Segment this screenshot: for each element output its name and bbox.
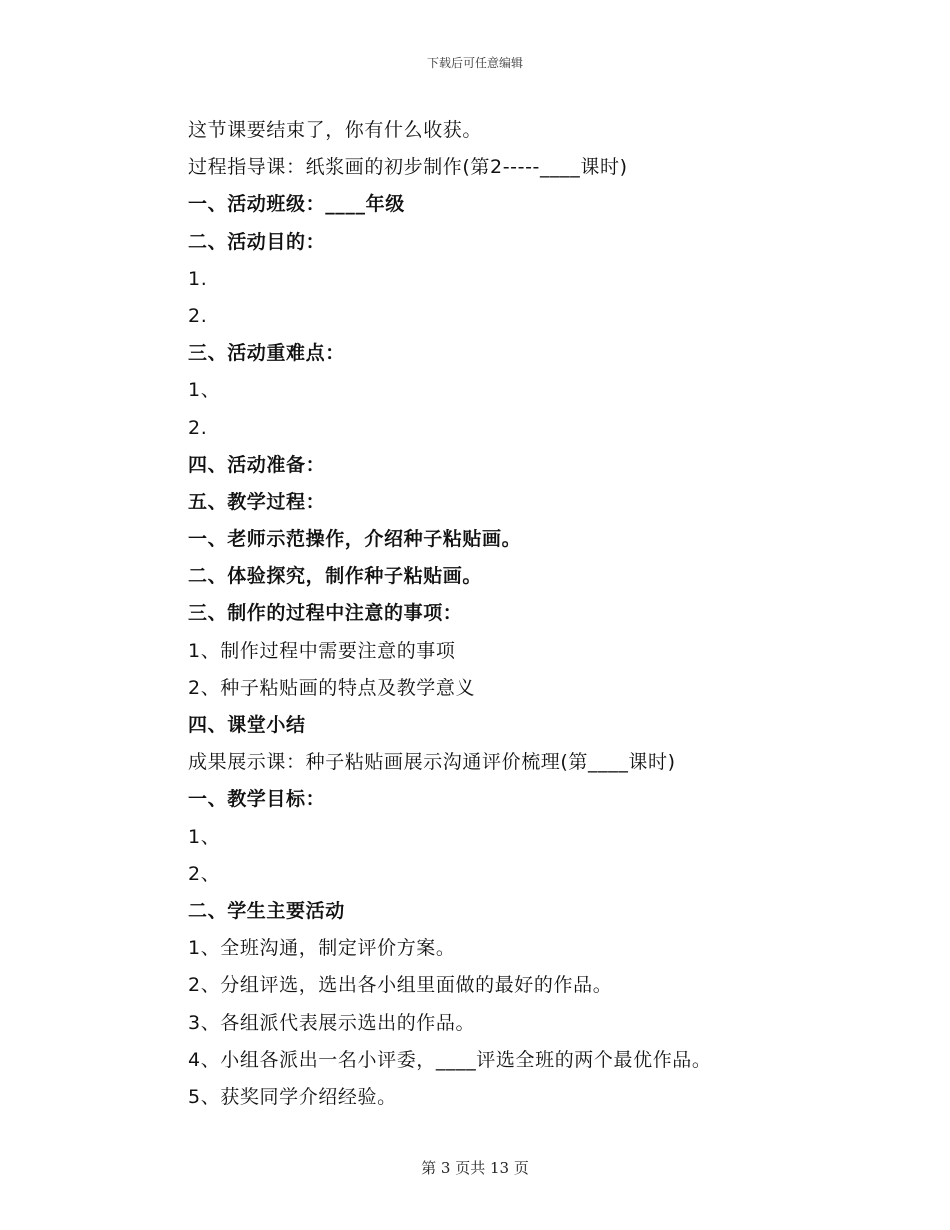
- page-header: 下载后可任意编辑: [426, 56, 523, 70]
- list-item: 5、获奖同学介绍经验。: [188, 1085, 397, 1108]
- list-item: 2、分组评选，选出各小组里面做的最好的作品。: [188, 974, 613, 997]
- section-heading: 二、学生主要活动: [188, 899, 345, 922]
- section-heading: 三、制作的过程中注意的事项：: [188, 602, 463, 625]
- text-line: 这节课要结束了，你有什么收获。: [188, 119, 483, 141]
- list-item: 2.: [188, 416, 208, 439]
- section-heading: 二、体验探究，制作种子粘贴画。: [188, 565, 483, 588]
- list-item: 4、小组各派出一名小评委，____评选全班的两个最优作品。: [188, 1048, 712, 1071]
- section-heading: 二、活动目的：: [188, 230, 326, 253]
- list-item: 1、全班沟通，制定评价方案。: [188, 937, 456, 960]
- list-item: 3、各组派代表展示选出的作品。: [188, 1011, 476, 1034]
- list-item: 2、: [188, 862, 221, 885]
- list-item: 1、: [188, 825, 221, 848]
- section-heading: 一、活动班级：____年级: [188, 193, 405, 216]
- section-heading: 一、教学目标：: [188, 788, 326, 811]
- list-item: 1、制作过程中需要注意的事项: [188, 639, 456, 662]
- document-body: [188, 112, 888, 1116]
- section-heading: 四、活动准备：: [188, 453, 326, 476]
- list-item: 1.: [188, 267, 208, 290]
- section-heading: 一、老师示范操作，介绍种子粘贴画。: [188, 528, 522, 551]
- section-heading: 三、活动重难点：: [188, 342, 345, 365]
- section-heading: 四、课堂小结: [188, 714, 306, 736]
- list-item: 1、: [188, 379, 221, 402]
- text-line: 成果展示课：种子粘贴画展示沟通评价梳理(第____课时): [188, 751, 676, 774]
- list-item: 2.: [188, 304, 208, 327]
- section-heading: 五、教学过程：: [188, 490, 326, 513]
- page-footer: 第 3 页共 13 页: [421, 1159, 529, 1177]
- list-item: 2、种子粘贴画的特点及教学意义: [188, 676, 476, 699]
- text-line: 过程指导课：纸浆画的初步制作(第2-----____课时): [188, 156, 628, 179]
